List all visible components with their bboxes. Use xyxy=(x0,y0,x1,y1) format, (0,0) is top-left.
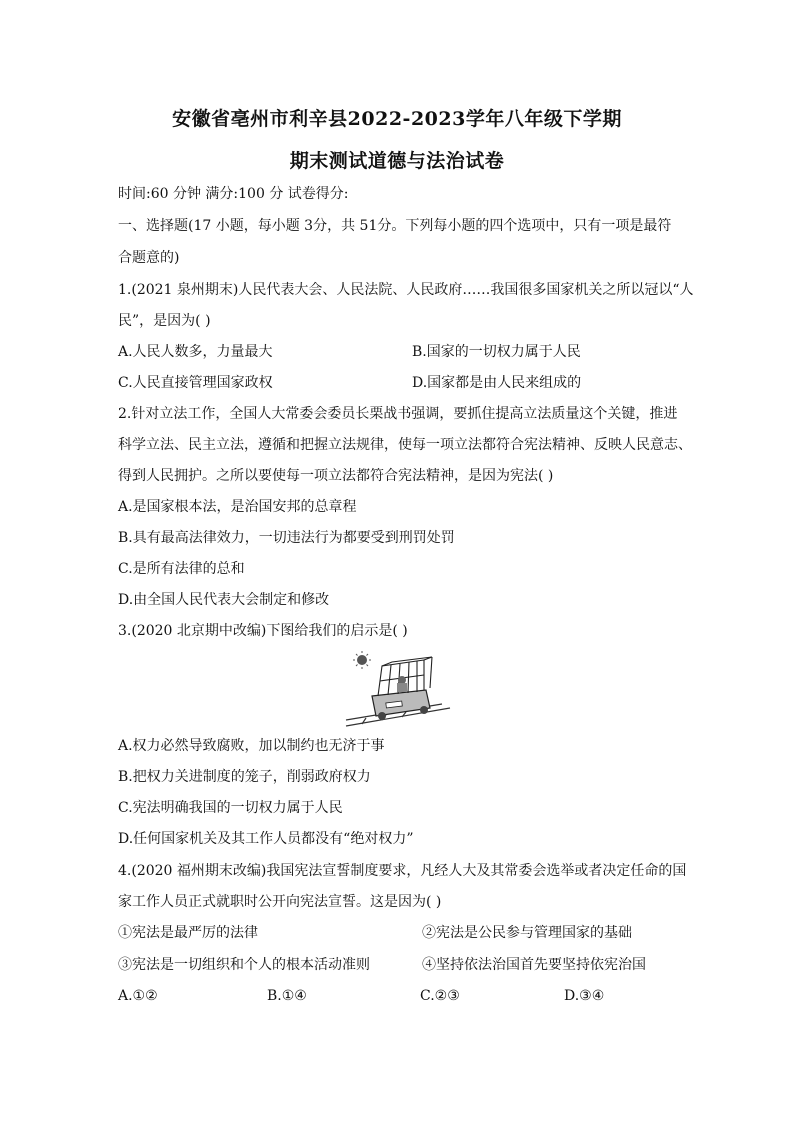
page-title-line1: 安徽省亳州市利辛县2022-2023学年八年级下学期 xyxy=(172,108,622,130)
q2-option-a: A.是国家根本法，是治国安邦的总章程 xyxy=(118,499,357,515)
section-intro-line2: 合题意的) xyxy=(118,250,180,266)
q1-stem-line1: 1.(2021 泉州期末)人民代表大会、人民法院、人民政府……我国很多国家机关之所以冠以“人 xyxy=(118,282,694,298)
q2-option-b: B.具有最高法律效力，一切违法行为都要受到刑罚处罚 xyxy=(118,530,455,546)
caged-vehicle-illustration xyxy=(342,650,452,730)
q4-statement-1: ①宪法是最严厉的法律 xyxy=(118,925,258,941)
q3-option-b: B.把权力关进制度的笼子，削弱政府权力 xyxy=(118,769,371,785)
sun-icon xyxy=(353,651,371,669)
q3-stem: 3.(2020 北京期中改编)下图给我们的启示是( ) xyxy=(118,623,408,639)
q2-stem-line2: 科学立法、民主立法，遵循和把握立法规律，使每一项立法都符合宪法精神、反映人民意志、 xyxy=(118,437,692,453)
q2-option-c: C.是所有法律的总和 xyxy=(118,561,245,577)
q1-stem-line2: 民”，是因为( ) xyxy=(118,313,211,329)
q4-stem-line1: 4.(2020 福州期末改编)我国宪法宣誓制度要求，凡经人大及其常委会选举或者决定任命的国 xyxy=(118,863,687,879)
q4-statement-2: ②宪法是公民参与管理国家的基础 xyxy=(422,925,632,941)
q1-option-d: D.国家都是由人民来组成的 xyxy=(412,375,582,391)
q3-option-d: D.任何国家机关及其工作人员都没有“绝对权力” xyxy=(118,831,414,847)
q3-option-a: A.权力必然导致腐败，加以制约也无济于事 xyxy=(118,738,385,754)
q4-option-b: B.①④ xyxy=(267,988,307,1004)
q4-option-a: A.①② xyxy=(118,988,158,1004)
q4-statement-3: ③宪法是一切组织和个人的根本活动准则 xyxy=(118,957,370,973)
q2-stem-line1: 2.针对立法工作，全国人大常委会委员长栗战书强调，要抓住提高立法质量这个关键，推进 xyxy=(118,406,678,422)
q4-stem-line2: 家工作人员正式就职时公开向宪法宣誓。这是因为( ) xyxy=(118,894,442,910)
q2-option-d: D.由全国人民代表大会制定和修改 xyxy=(118,592,330,608)
q1-option-c: C.人民直接管理国家政权 xyxy=(118,375,273,391)
q2-stem-line3: 得到人民拥护。之所以要使每一项立法都符合宪法精神，是因为宪法( ) xyxy=(118,468,554,484)
q4-option-c: C.②③ xyxy=(420,988,460,1004)
q3-option-c: C.宪法明确我国的一切权力属于人民 xyxy=(118,800,343,816)
q1-option-a: A.人民人数多，力量最大 xyxy=(118,344,273,360)
section-intro-line1: 一、选择题(17 小题，每小题 3分，共 51分。下列每小题的四个选项中，只有一项是最符 xyxy=(118,218,672,234)
page-title-line2: 期末测试道德与法治试卷 xyxy=(289,150,505,172)
q4-option-d: D.③④ xyxy=(564,988,605,1004)
exam-meta: 时间:60 分钟 满分:100 分 试卷得分: xyxy=(118,186,349,202)
q1-option-b: B.国家的一切权力属于人民 xyxy=(412,344,581,360)
q4-statement-4: ④坚持依法治国首先要坚持依宪治国 xyxy=(422,957,646,973)
